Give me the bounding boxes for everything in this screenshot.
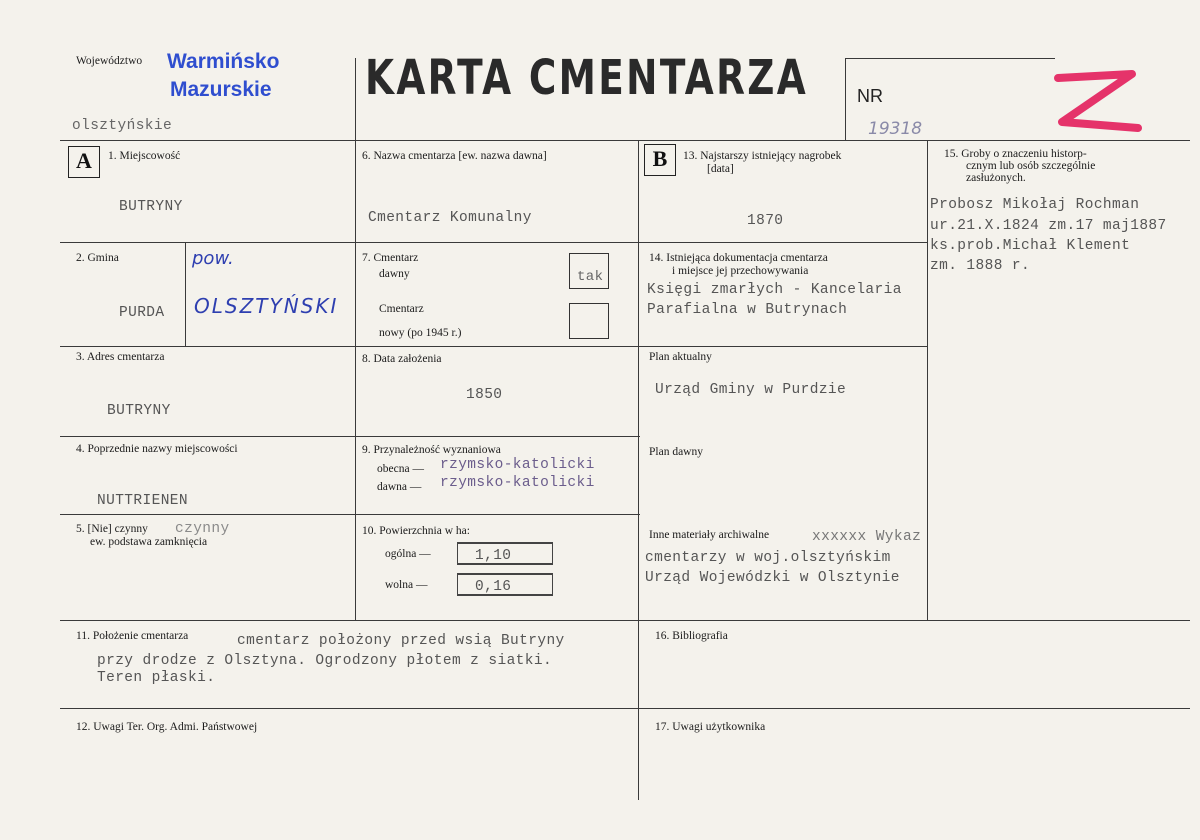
card-title: KARTA CMENTARZA bbox=[365, 50, 809, 106]
row-line-1 bbox=[60, 242, 640, 243]
field10-free-box-right bbox=[552, 573, 553, 595]
field14-value-line2: Parafialna w Butrynach bbox=[647, 302, 848, 318]
field10-total-box-top bbox=[457, 542, 553, 544]
field7-old-label-line2: dawny bbox=[379, 268, 410, 280]
section-a-letter: A bbox=[68, 146, 100, 178]
field13-label-line1: 13. Najstarszy istniejący nagrobek bbox=[683, 150, 842, 162]
field7-old-value: tak bbox=[577, 269, 604, 285]
row-line-6 bbox=[60, 708, 1190, 709]
field10-free-label: wolna — bbox=[385, 579, 428, 591]
row-line-2 bbox=[60, 346, 640, 347]
field8-value: 1850 bbox=[466, 387, 503, 403]
voivodeship-stamp-line1: Warmińsko bbox=[167, 50, 280, 73]
gmina-divider bbox=[185, 242, 186, 346]
header-divider bbox=[355, 58, 356, 140]
field9-former-value: rzymsko-katolicki bbox=[440, 475, 595, 491]
other-materials-label: Inne materiały archiwalne bbox=[649, 529, 770, 541]
field4-label: 4. Poprzednie nazwy miejscowości bbox=[76, 443, 238, 455]
field10-label: 10. Powierzchnia w ha: bbox=[362, 525, 470, 537]
other-materials-line1: xxxxxx Wykaz bbox=[812, 529, 922, 545]
field10-total-box-left bbox=[457, 542, 458, 564]
prior-voivodeship: olsztyńskie bbox=[72, 118, 173, 134]
nr-box-left-border bbox=[845, 58, 846, 140]
field9-current-value: rzymsko-katolicki bbox=[440, 457, 595, 473]
field11-line1: cmentarz położony przed wsią Butryny bbox=[237, 633, 565, 649]
field8-label: 8. Data założenia bbox=[362, 353, 442, 365]
field11-label: 11. Położenie cmentarza bbox=[76, 630, 189, 642]
field2-label: 2. Gmina bbox=[76, 252, 119, 264]
plan-current-label: Plan aktualny bbox=[649, 351, 712, 363]
bottom-col-divider bbox=[638, 620, 639, 800]
voivodeship-label: Województwo bbox=[76, 55, 143, 67]
field14-value-line1: Księgi zmarłych - Kancelaria bbox=[647, 282, 902, 298]
field6-value: Cmentarz Komunalny bbox=[368, 210, 532, 226]
row-line-1b bbox=[639, 242, 928, 243]
voivodeship-stamp-line2: Mazurskie bbox=[170, 78, 272, 101]
field9-former-label: dawna — bbox=[377, 481, 422, 493]
field15-line3: ks.prob.Michał Klement bbox=[930, 238, 1131, 254]
field15-label-line3: zasłużonych. bbox=[966, 172, 1026, 184]
field10-total-box-right bbox=[552, 542, 553, 564]
field11-line2: przy drodze z Olsztyna. Ogrodzony płotem z siatki. bbox=[97, 653, 553, 669]
col-divider-3 bbox=[927, 140, 928, 620]
nr-handwritten: 19318 bbox=[868, 119, 923, 139]
field1-value: BUTRYNY bbox=[119, 199, 183, 215]
field2-hand-pow: pow. bbox=[192, 248, 234, 269]
other-materials-line2: cmentarzy w woj.olsztyńskim bbox=[645, 550, 891, 566]
plan-old-label: Plan dawny bbox=[649, 446, 703, 458]
field7-old-label-line1: 7. Cmentarz bbox=[362, 252, 419, 264]
col-divider-2 bbox=[638, 140, 639, 620]
section-b-letter: B bbox=[644, 144, 676, 176]
field10-free-box-left bbox=[457, 573, 458, 595]
field13-label-line2: [data] bbox=[707, 163, 734, 175]
field2-value: PURDA bbox=[119, 305, 165, 321]
field7-new-label-line2: nowy (po 1945 r.) bbox=[379, 327, 462, 339]
field12-label: 12. Uwagi Ter. Org. Admi. Państwowej bbox=[76, 721, 258, 733]
field9-current-label: obecna — bbox=[377, 463, 424, 475]
field7-new-checkbox bbox=[569, 303, 609, 339]
field7-new-label-line1: Cmentarz bbox=[379, 303, 424, 315]
col-divider-1 bbox=[355, 140, 356, 620]
field5-label-line2: ew. podstawa zamknięcia bbox=[90, 536, 208, 548]
field14-label-line1: 14. Istniejąca dokumentacja cmentarza bbox=[649, 252, 828, 264]
field6-label: 6. Nazwa cmentarza [ew. nazwa dawna] bbox=[362, 150, 547, 162]
other-materials-line3: Urząd Wojewódzki w Olsztynie bbox=[645, 570, 900, 586]
field10-total-label: ogólna — bbox=[385, 548, 431, 560]
plan-current-value: Urząd Gminy w Purdzie bbox=[655, 382, 847, 398]
field5-value: czynny bbox=[175, 521, 230, 537]
row-line-5 bbox=[60, 620, 1190, 621]
field15-line1: Probosz Mikołaj Rochman bbox=[930, 197, 1140, 213]
field15-line4: zm. 1888 r. bbox=[930, 258, 1031, 274]
field2-hand-county: OLSZTYŃSKI bbox=[194, 294, 339, 318]
field3-label: 3. Adres cmentarza bbox=[76, 351, 165, 363]
field15-label-line2: cznym lub osób szczególnie bbox=[966, 160, 1096, 172]
field13-value: 1870 bbox=[747, 213, 784, 229]
field17-label: 17. Uwagi użytkownika bbox=[655, 721, 766, 733]
row-line-4 bbox=[60, 514, 640, 515]
field3-value: BUTRYNY bbox=[107, 403, 171, 419]
field9-label: 9. Przynależność wyznaniowa bbox=[362, 444, 501, 456]
nr-label: NR bbox=[857, 86, 883, 106]
row-line-3 bbox=[60, 436, 640, 437]
field16-label: 16. Bibliografia bbox=[655, 630, 728, 642]
grid-top-line bbox=[60, 140, 1190, 141]
field10-total-value: 1,10 bbox=[475, 548, 512, 564]
field10-free-box-top bbox=[457, 573, 553, 575]
field10-free-value: 0,16 bbox=[475, 579, 512, 595]
nr-box-top-border bbox=[845, 58, 1055, 59]
field5-label-line1: 5. [Nie] czynny bbox=[76, 523, 148, 535]
field14-label-line2: i miejsce jej przechowywania bbox=[672, 265, 809, 277]
field4-value: NUTTRIENEN bbox=[97, 493, 189, 509]
red-z-mark bbox=[1040, 62, 1150, 140]
field1-label: 1. Miejscowość bbox=[108, 150, 181, 162]
field15-label-line1: 15. Groby o znaczeniu historp- bbox=[944, 148, 1087, 160]
field15-line2: ur.21.X.1824 zm.17 maj1887 bbox=[930, 218, 1167, 234]
row-line-2b bbox=[639, 346, 928, 347]
field11-line3: Teren płaski. bbox=[97, 670, 216, 686]
